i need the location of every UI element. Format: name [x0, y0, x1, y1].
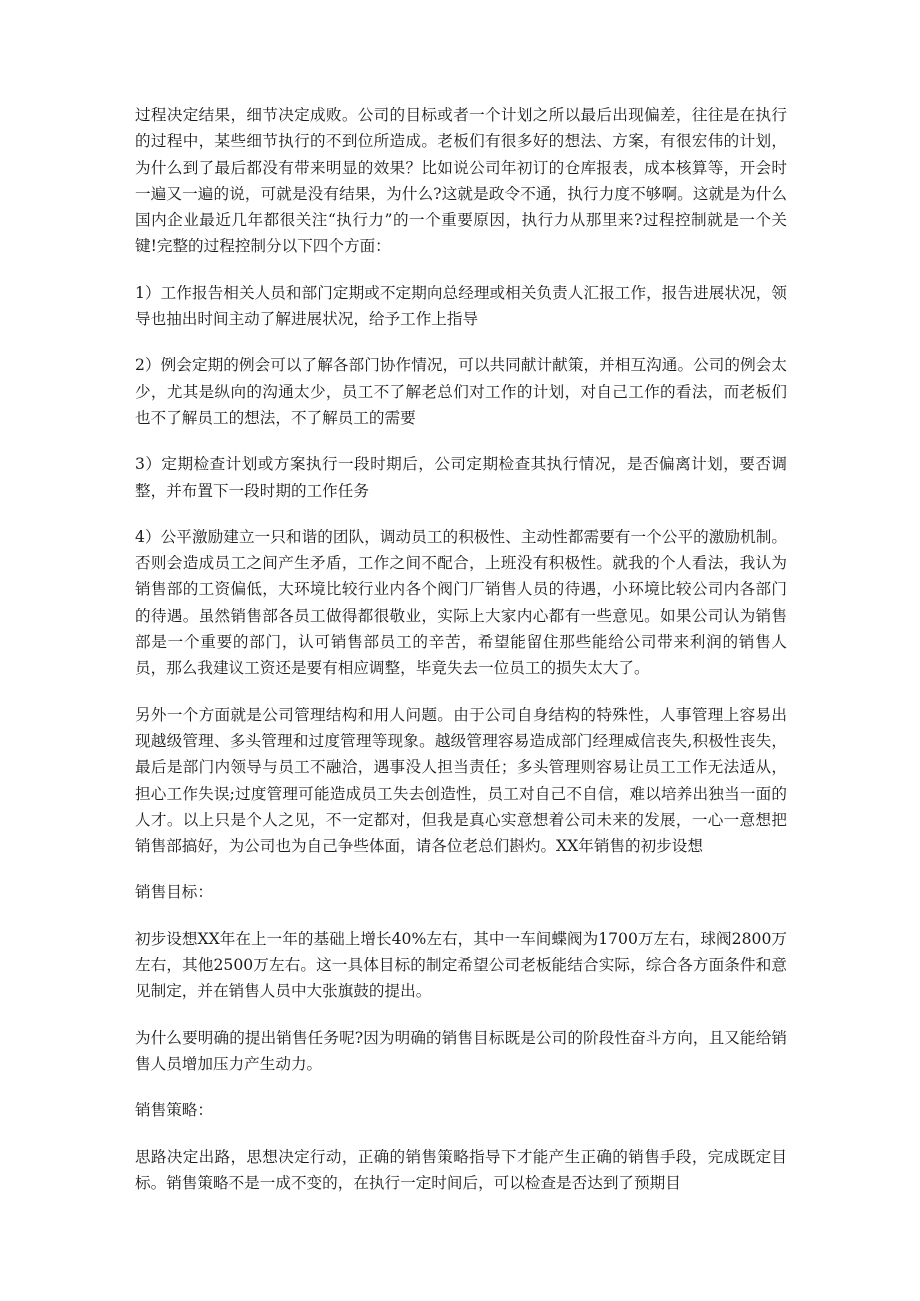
paragraph-process-control: 过程决定结果，细节决定成败。公司的目标或者一个计划之所以最后出现偏差，往往是在执行的过程中，某些细节执行的不到位所造成。老板们有很多好的想法、方案，有很宏伟的计划，为什么到了最后都没有带来明显的效果？比如说公司年初订的仓库报表，成本核算等，开会时一遍又一遍的说，可就是没有结果，为什么?这就是政令不通，执行力度不够啊。这就是为什么国内企业最近几年都很关注“执行力”的一个重要原因，执行力从那里来?过程控制就是一个关键!完整的过程控制分以下四个方面： [135, 106, 787, 256]
heading-sales-strategy: 销售策略： [135, 1101, 213, 1120]
paragraph-regular-inspection: 3）定期检查计划或方案执行一段时期后，公司定期检查其执行情况，是否偏离计划，要否调整，并布置下一段时期的工作任务 [135, 455, 787, 500]
paragraph-why-sales-task: 为什么要明确的提出销售任务呢?因为明确的销售目标既是公司的阶段性奋斗方向，且又能给销售人员增加压力产生动力。 [135, 1028, 787, 1073]
heading-sales-target: 销售目标： [135, 883, 213, 902]
paragraph-work-report: 1）工作报告相关人员和部门定期或不定期向总经理或相关负责人汇报工作，报告进展状况，领导也抽出时间主动了解进展状况，给予工作上指导 [135, 283, 787, 329]
paragraph-sales-strategy: 思路决定出路，思想决定行动，正确的销售策略指导下才能产生正确的销售手段，完成既定目标。销售策略不是一成不变的，在执行一定时间后，可以检查是否达到了预期目 [135, 1147, 787, 1192]
paragraph-regular-meeting: 2）例会定期的例会可以了解各部门协作情况，可以共同献计献策，并相互沟通。公司的例会太少，尤其是纵向的沟通太少，员工不了解老总们对工作的计划，对自己工作的看法，而老板们也不了解员工的想法，不了解员工的需要 [135, 356, 787, 427]
paragraph-sales-target: 初步设想XX年在上一年的基础上增长40%左右，其中一车间蝶阀为1700万左右，球阀2800万左右，其他2500万左右。这一具体目标的制定希望公司老板能结合实际，综合各方面条件和意见制定，并在销售人员中大张旗鼓的提出。 [135, 929, 787, 1001]
document-body [135, 102, 787, 1216]
paragraph-management-structure: 另外一个方面就是公司管理结构和用人问题。由于公司自身结构的特殊性，人事管理上容易出现越级管理、多头管理和过度管理等现象。越级管理容易造成部门经理威信丧失,积极性丧失，最后是部门内领导与员工不融洽，遇事没人担当责任；多头管理则容易让员工工作无法适从，担心工作失误;过度管理可能造成员工失去创造性，员工对自己不自信，难以培养出独当一面的人才。以上只是个人之见，不一定都对，但我是真心实意想着公司未来的发展，一心一意想把销售部搞好，为公司也为自己争些体面，请各位老总们斟灼。XX年销售的初步设想 [135, 705, 787, 856]
paragraph-fair-incentive: 4）公平激励建立一只和谐的团队，调动员工的积极性、主动性都需要有一个公平的激励机制。否则会造成员工之间产生矛盾，工作之间不配合，上班没有积极性。就我的个人看法，我认为销售部的工资偏低，大环境比较行业内各个阀门厂销售人员的待遇，小环境比较公司内各部门的待遇。虽然销售部各员工做得都很敬业，实际上大家内心都有一些意见。如果公司认为销售部是一个重要的部门，认可销售部员工的辛苦，希望能留住那些能给公司带来利润的销售人员，那么我建议工资还是要有相应调整，毕竟失去一位员工的损失太大了。 [135, 527, 787, 678]
